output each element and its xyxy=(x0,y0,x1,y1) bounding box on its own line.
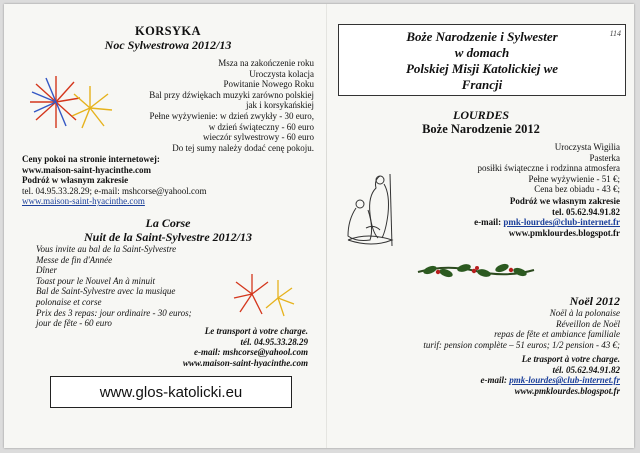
main-title-line: Boże Narodzenie i Sylwester xyxy=(406,29,558,44)
noel-title: Noël 2012 xyxy=(569,294,620,308)
korsyka-line: Pełne wyżywienie: w dzień zwykły - 30 euro, xyxy=(149,110,314,121)
fireworks-small-icon xyxy=(232,270,296,320)
main-title-line: Francji xyxy=(461,77,503,92)
lourdes-title: LOURDES xyxy=(452,108,509,122)
corse-line: Toast pour le Nouvel An à minuit xyxy=(36,275,156,286)
noel-email-link[interactable]: pmk-lourdes@club-internet.fr xyxy=(509,375,620,386)
corse-line: polonaise et corse xyxy=(36,296,102,307)
lourdes-subtitle: Boże Narodzenie 2012 xyxy=(422,122,540,136)
lourdes-email-link[interactable]: pmk-lourdes@club-internet.fr xyxy=(503,217,620,228)
lourdes-line: posiłki świąteczne i rodzinna atmosfera xyxy=(477,163,620,174)
main-title-line: w domach xyxy=(454,45,510,60)
korsyka-subtitle: Noc Sylwestrowa 2012/13 xyxy=(104,38,232,52)
page-number: 114 xyxy=(609,29,621,38)
noel-email-label: e-mail: xyxy=(480,375,510,386)
noel-line: turif: pension complète – 51 euros; 1/2 pension - 43 €; xyxy=(423,339,620,350)
lourdes-line: Uroczysta Wigilia xyxy=(554,142,620,152)
corse-line: jour de fête - 60 euro xyxy=(36,318,112,329)
lourdes-line: Cena bez obiadu - 43 €; xyxy=(534,184,620,195)
noel-line: repas de fête et ambiance familiale xyxy=(494,329,620,340)
lourdes-heading xyxy=(338,108,624,136)
main-title-box xyxy=(338,24,626,96)
corse-line: Dîner xyxy=(36,265,57,276)
noel-line: Réveillon de Noël xyxy=(556,318,620,329)
corse-line: Bal de Saint-Sylvestre avec la musique xyxy=(36,286,176,297)
korsyka-program xyxy=(22,58,314,153)
holly-garland-icon xyxy=(416,258,536,284)
lourdes-site[interactable]: www.pmklourdes.blogspot.fr xyxy=(508,227,620,238)
korsyka-line: Bal przy dźwiękach muzyki zarówno polskiej xyxy=(149,89,314,100)
korsyka-line: jak i korsykańskiej xyxy=(246,100,314,111)
noel-line: Noël à la polonaise xyxy=(549,308,620,318)
footer-site-box[interactable] xyxy=(50,376,292,408)
noel-email-row xyxy=(334,375,620,386)
rooms-site: www.maison-saint-hyacinthe.com xyxy=(22,164,152,175)
lourdes-line: Pasterka xyxy=(589,152,620,163)
footer-site-text: www.glos-katolicki.eu xyxy=(99,383,243,401)
noel-transport: Le trasport à votre charge. xyxy=(521,354,620,364)
rooms-label: Ceny pokoi na stronie internetowej: xyxy=(22,154,160,164)
lourdes-line: Pełne wyżywienie - 51 €; xyxy=(528,173,620,184)
lourdes-travel: Podróż we własnym zakresie xyxy=(509,196,620,206)
corse-tel: tél. 04.95.33.28.29 xyxy=(240,336,308,347)
noel-site[interactable]: www.pmklourdes.blogspot.fr xyxy=(514,385,620,396)
leaflet-sheet xyxy=(4,4,634,448)
corse-subtitle: Nuit de la Saint-Sylvestre 2012/13 xyxy=(84,230,252,244)
corse-transport: Le transport à votre charge. xyxy=(204,326,308,336)
noel-contact xyxy=(334,354,620,396)
corse-line: Messe de fin d'Année xyxy=(36,254,113,265)
korsyka-line: Uroczysta kolacja xyxy=(249,68,314,79)
corse-site[interactable]: www.maison-saint-hyacinthe.com xyxy=(182,357,308,368)
korsyka-contact xyxy=(22,154,314,207)
korsyka-line: wieczór sylwestrowy - 60 euro xyxy=(203,132,314,143)
noel-tel: tél. 05.62.94.91.82 xyxy=(552,364,620,375)
main-title-line: Polskiej Misji Katolickiej we xyxy=(405,61,559,76)
corse-email[interactable]: e-mail: mshcorse@yahool.com xyxy=(194,347,308,358)
lourdes-contact xyxy=(350,196,620,238)
noel-program xyxy=(334,294,620,350)
korsyka-line: Powitanie Nowego Roku xyxy=(223,79,314,90)
corse-title: La Corse xyxy=(145,216,191,230)
korsyka-line: w dzień świąteczny - 60 euro xyxy=(208,121,314,132)
korsyka-line: Do tej sumy należy dodać cenę pokoju. xyxy=(172,142,314,153)
fold-line xyxy=(326,4,327,448)
lourdes-tel: tel. 05.62.94.91.82 xyxy=(552,206,620,217)
lourdes-program xyxy=(370,142,620,195)
corse-contact xyxy=(28,326,308,368)
korsyka-tel-email: tel. 04.95.33.28.29; e-mail: mshcorse@yahool.com xyxy=(22,185,207,196)
korsyka-line: Msza na zakończenie roku xyxy=(218,58,314,68)
korsyka-travel: Podróż w własnym zakresie xyxy=(22,175,129,186)
corse-line: Prix des 3 repas: jour ordinaire - 30 euros; xyxy=(36,307,192,318)
corse-heading xyxy=(22,216,314,244)
lourdes-email-row xyxy=(350,217,620,228)
korsyka-title: KORSYKA xyxy=(134,24,201,38)
korsyka-site-link[interactable]: www.maison-saint-hyacinthe.com xyxy=(22,196,145,207)
corse-line: Vous invite au bal de la Saint-Sylvestre xyxy=(36,244,177,254)
korsyka-heading xyxy=(22,24,314,52)
lourdes-email-label: e-mail: xyxy=(474,217,504,228)
